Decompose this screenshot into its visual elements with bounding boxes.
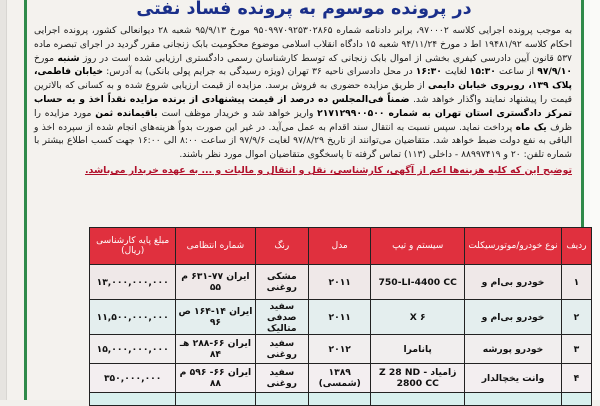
- vehicles-table: [89, 227, 592, 406]
- cell-model: ۲۰۱۱: [309, 265, 371, 300]
- paragraph-text: مورد مزایده را ظرف: [34, 107, 573, 133]
- cell-plate: ایران ۱۴-۱۶۴ ص ۹۶: [176, 300, 255, 335]
- col-header-price: مبلغ پایه کارشناسی (ریال): [90, 228, 176, 265]
- emphasized-text: ۱۵:۳۰: [469, 66, 496, 78]
- cell-price: ۱۵,۰۰۰,۰۰۰,۰۰۰: [90, 335, 176, 364]
- paragraph-text: به موجب پرونده اجرایی کلاسه ۹۷۰۰۰۲، برابر دادنامه شماره ۹۵۰۹۹۷۰۹۲۵۳۰۲۸۶۵ مورخ ۹۵/۹/۱۳ شعبه ۲۸ دیوانعالی کشور، پرونده اجرایی احکام کلاسه ۱۹۴۸۱/۹۲ اط د مورخ ۹۴/۱۱/۲۴ شعبه ۱۵ دادگاه انقلاب اسلامی موضوع محکومیت بابک زنجانی مقرر گردید در اجرای تبصره ماده ۵۳۷ قانون آیین دادرسی کیفری بخشی از اموال بابک زنجانی که توسط کارشناسان رسمی دادگستری ارزیابی شده است در روز: [34, 25, 573, 64]
- emphasized-text: ۹۷/۹/۱۰: [537, 66, 572, 78]
- cell-plate: [176, 393, 255, 406]
- cell-price: ۳۵۰,۰۰۰,۰۰۰: [90, 364, 176, 393]
- col-header-color: رنگ: [255, 228, 309, 265]
- cell-type: خودرو بی‌ام و: [465, 300, 562, 335]
- cell-model: ۲۰۱۲: [309, 335, 371, 364]
- cell-color: سفید روغنی: [255, 335, 309, 364]
- table-row: [90, 364, 592, 393]
- col-header-radif: ردیف: [561, 228, 591, 265]
- emphasized-text: خیابان فاطمی، پلاک ۱۳۹، روبروی خیابان دایمی: [34, 66, 572, 92]
- paragraph-text: واریز خواهد شد و خریدار موظف است: [157, 107, 318, 119]
- notice-paragraph: [30, 24, 578, 162]
- paragraph-text: پرداخت نماید. سپس نسبت به انتقال سند اقدام به عمل می‌آید. در غیر این صورت بدواً هزینه‌های انجام شده از سپرده اخذ و الباقی به نفع دولت ضبط خواهد شد. متقاضیان می‌توانند از تاریخ ۹۷/۸/۲۹ لغایت ۹۷/۹/۶ از ساعت ۸:۰۰ الی ۱۶:۰۰ جهت کسب اطلاع بیشتر با شماره تلفن: ۲۰ و ۸۸۹۹۷۴۱۹ - داخلی (۱۱۳) تماس گرفته تا پاسخگوی متقاضیان اموال مورد نظر باشند.: [34, 121, 573, 161]
- cell-radif: ۳: [561, 335, 591, 364]
- col-header-model: مدل: [309, 228, 371, 265]
- cell-radif: ۱: [561, 265, 591, 300]
- cell-price: ۱۳,۰۰۰,۰۰۰,۰۰۰: [90, 265, 176, 300]
- cell-price: ۱۱,۵۰۰,۰۰۰,۰۰۰: [90, 300, 176, 335]
- paragraph-text: از طریق مزایده حضوری به فروش برسد. مزایده از قیمت ارزیابی شروع شده و به کسانی که بالاترین قیمت را پیشنهاد نمایند واگذار خواهد شد.: [34, 80, 573, 105]
- emphasized-text: یک ماه: [515, 121, 547, 133]
- table-row: [90, 393, 592, 406]
- cell-model: [309, 393, 371, 406]
- cell-color: سفید صدفی متالیک: [255, 300, 309, 335]
- cell-type: وانت یخچالدار: [465, 364, 562, 393]
- cell-system: پانامرا: [371, 335, 465, 364]
- cell-radif: ۲: [561, 300, 591, 335]
- page-edge: [0, 0, 7, 400]
- cell-radif: [561, 393, 591, 406]
- cell-type: [465, 393, 562, 406]
- emphasized-text: باقیمانده ثمن: [95, 107, 158, 119]
- paragraph-text: از ساعت: [495, 66, 538, 78]
- col-header-system: سیستم و تیپ: [371, 228, 465, 265]
- cell-color: سفید روغنی: [255, 364, 309, 393]
- cell-type: خودرو پورشه: [465, 335, 562, 364]
- cell-model: ۱۳۸۹ (شمسی): [309, 364, 371, 393]
- cell-plate: ایران ۷۷-۶۳۱ م ۵۵: [176, 265, 255, 300]
- col-header-plate: شماره انتظامی: [176, 228, 255, 265]
- cell-color: مشکی روغنی: [255, 265, 309, 300]
- notice-title: در پرونده موسوم به پرونده فساد نفتی: [136, 0, 472, 19]
- notice-note: توضیح این که کلیه هزینه‌ها اعم از آگهی، کارشناسی، نقل و انتقال و مالیات و ... به عهده خریدار می‌باشد.: [84, 164, 572, 176]
- frame-border-left: [24, 0, 27, 400]
- cell-model: ۲۰۱۱: [309, 300, 371, 335]
- paragraph-text: لغایت: [441, 66, 470, 78]
- col-header-type: نوع خودرو/موتورسیکلت: [465, 228, 562, 265]
- table-row: [90, 300, 592, 335]
- paragraph-text: در محل دادسرای ناحیه ۳۶ تهران (ویژه رسیدگی به جرایم پولی بانکی) به آدرس:: [103, 66, 416, 78]
- cell-radif: ۴: [561, 364, 591, 393]
- emphasized-text: ضمناً فی‌المجلس ده درصد از قیمت پیشنهادی از برنده مزایده نقداً اخذ و به حساب تمرکز دادگستری استان تهران به شماره ۲۱۷۱۲۹۹۰۰۵۰۰: [34, 93, 572, 119]
- cell-system: X ۶: [371, 300, 465, 335]
- cell-price: [90, 393, 176, 406]
- cell-plate: ایران ۶۶- ۵۹۶ م ۸۸: [176, 364, 255, 393]
- cell-plate: ایران ۶۶-۲۸۸ هـ ۸۴: [176, 335, 255, 364]
- cell-color: [255, 393, 309, 406]
- cell-system: [371, 393, 465, 406]
- table-header-row: [90, 228, 592, 265]
- cell-type: خودرو بی‌ام و: [465, 265, 562, 300]
- table-row: [90, 265, 592, 300]
- cell-system: زامیاد Z 28 ND - 2800 CC: [371, 364, 465, 393]
- cell-system: 750-LI-4400 CC: [371, 265, 465, 300]
- paragraph-text: مورخ: [34, 52, 58, 64]
- emphasized-text: ۱۶:۳۰: [415, 66, 442, 78]
- emphasized-text: شنبه: [57, 52, 80, 64]
- table-row: [90, 335, 592, 364]
